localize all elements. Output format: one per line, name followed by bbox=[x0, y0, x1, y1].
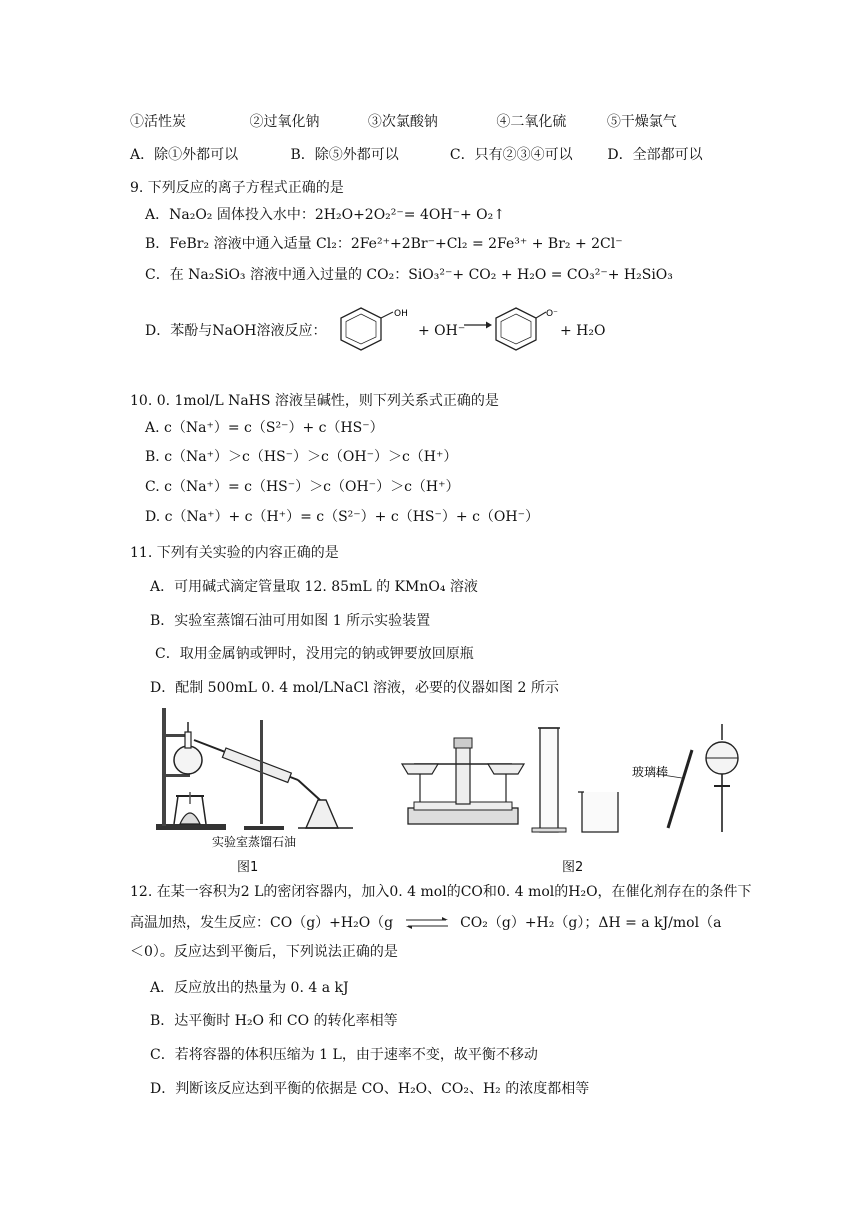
q10-option-d: D. c（Na⁺）+ c（H⁺）= c（S²⁻）+ c（HS⁻）+ c（OH⁻） bbox=[145, 509, 539, 525]
q9-hydroxide-term: + OH⁻ bbox=[418, 323, 466, 339]
q11-option-c: C．取用金属钠或钾时，没用完的钠或钾要放回原瓶 bbox=[155, 646, 474, 662]
q12-option-c: C．若将容器的体积压缩为 1 L，由于速率不变，故平衡不移动 bbox=[150, 1047, 538, 1063]
q8-option-d: D．全部都可以 bbox=[607, 147, 703, 163]
q8-item-1: ①活性炭 bbox=[130, 114, 186, 130]
q9-option-d-prefix: D．苯酚与NaOH溶液反应： bbox=[145, 323, 327, 339]
q12-option-d: D．判断该反应达到平衡的依据是 CO、H₂O、CO₂、H₂ 的浓度都相等 bbox=[150, 1081, 590, 1097]
figure-2-label: 图2 bbox=[562, 860, 584, 875]
q10-option-b: B. c（Na⁺）＞c（HS⁻）＞c（OH⁻）＞c（H⁺） bbox=[145, 449, 458, 465]
separatory-funnel-icon bbox=[706, 724, 738, 832]
q12-option-a: A．反应放出的热量为 0. 4 a kJ bbox=[150, 980, 349, 996]
q10-option-c: C. c（Na⁺）= c（HS⁻）＞c（OH⁻）＞c（H⁺） bbox=[145, 479, 460, 495]
q9-stem: 9. 下列反应的离子方程式正确的是 bbox=[130, 180, 344, 196]
q8-option-c: C．只有②③④可以 bbox=[449, 147, 573, 163]
q9-option-a: A．Na₂O₂ 固体投入水中：2H₂O+2O₂²⁻= 4OH⁻+ O₂↑ bbox=[145, 207, 505, 223]
q11-option-d: D．配制 500mL 0. 4 mol/LNaCl 溶液，必要的仪器如图 2 所示 bbox=[150, 680, 559, 696]
figure-1-label: 图1 bbox=[237, 860, 259, 875]
equilibrium-arrow-icon bbox=[404, 916, 450, 930]
q12-option-b: B．达平衡时 H₂O 和 CO 的转化率相等 bbox=[150, 1013, 398, 1029]
q9-water-term: + H₂O bbox=[560, 323, 606, 339]
phenol-structure bbox=[335, 300, 415, 360]
q8-item-4: ④二氧化硫 bbox=[496, 114, 567, 130]
q8-options bbox=[130, 146, 703, 164]
q8-item-2: ②过氧化钠 bbox=[249, 114, 320, 130]
q12-stem-line-1: 12. 在某一容积为2 L的密闭容器内，加入0. 4 mol的CO和0. 4 mol的H₂O，在催化剂存在的条件下 bbox=[130, 884, 752, 900]
q11-option-b: B．实验室蒸馏石油可用如图 1 所示实验装置 bbox=[150, 613, 431, 629]
q9-option-b: B．FeBr₂ 溶液中通入适量 Cl₂：2Fe²⁺+2Br⁻+Cl₂ = 2Fe³⁺ + Br₂ + 2Cl⁻ bbox=[145, 236, 623, 252]
reaction-arrow-icon bbox=[462, 318, 492, 332]
q8-option-b: B．除⑤外都可以 bbox=[290, 147, 399, 163]
q8-option-a: A．除①外都可以 bbox=[130, 147, 239, 163]
q12-products: CO₂（g）+H₂（g）；ΔH = a kJ/mol（a bbox=[460, 915, 722, 931]
phenol-oh-label: OH bbox=[394, 309, 408, 319]
q12-stem-line-2 bbox=[130, 914, 721, 932]
q12-reactants: 高温加热，发生反应：CO（g）+H₂O（g bbox=[130, 915, 394, 931]
balance-icon bbox=[402, 738, 524, 824]
glass-rod-label: 玻璃棒 bbox=[632, 765, 669, 779]
figure-2-instruments bbox=[392, 720, 748, 836]
phenoxide-structure bbox=[490, 300, 570, 360]
phenoxide-o-label: O⁻ bbox=[546, 309, 558, 319]
q9-option-c: C．在 Na₂SiO₃ 溶液中通入过量的 CO₂：SiO₃²⁻+ CO₂ + H₂O = CO₃²⁻+ H₂SiO₃ bbox=[145, 267, 673, 283]
figure-1-caption: 实验室蒸馏石油 bbox=[211, 835, 297, 849]
figure-1-distillation-apparatus bbox=[148, 704, 360, 850]
beaker-icon bbox=[578, 792, 618, 832]
q11-stem: 11. 下列有关实验的内容正确的是 bbox=[130, 545, 339, 561]
q10-stem: 10. 0. 1mol/L NaHS 溶液呈碱性，则下列关系式正确的是 bbox=[130, 393, 499, 409]
q12-stem-line-3: ＜0）。反应达到平衡后，下列说法正确的是 bbox=[130, 944, 398, 960]
graduated-cylinder-icon bbox=[532, 728, 566, 832]
q10-option-a: A. c（Na⁺）= c（S²⁻）+ c（HS⁻） bbox=[145, 420, 384, 436]
q11-option-a: A．可用碱式滴定管量取 12. 85mL 的 KMnO₄ 溶液 bbox=[150, 579, 478, 595]
glass-rod-icon bbox=[656, 750, 692, 828]
q8-items bbox=[130, 113, 677, 131]
q8-item-5: ⑤干燥氯气 bbox=[606, 114, 677, 130]
q8-item-3: ③次氯酸钠 bbox=[367, 114, 438, 130]
